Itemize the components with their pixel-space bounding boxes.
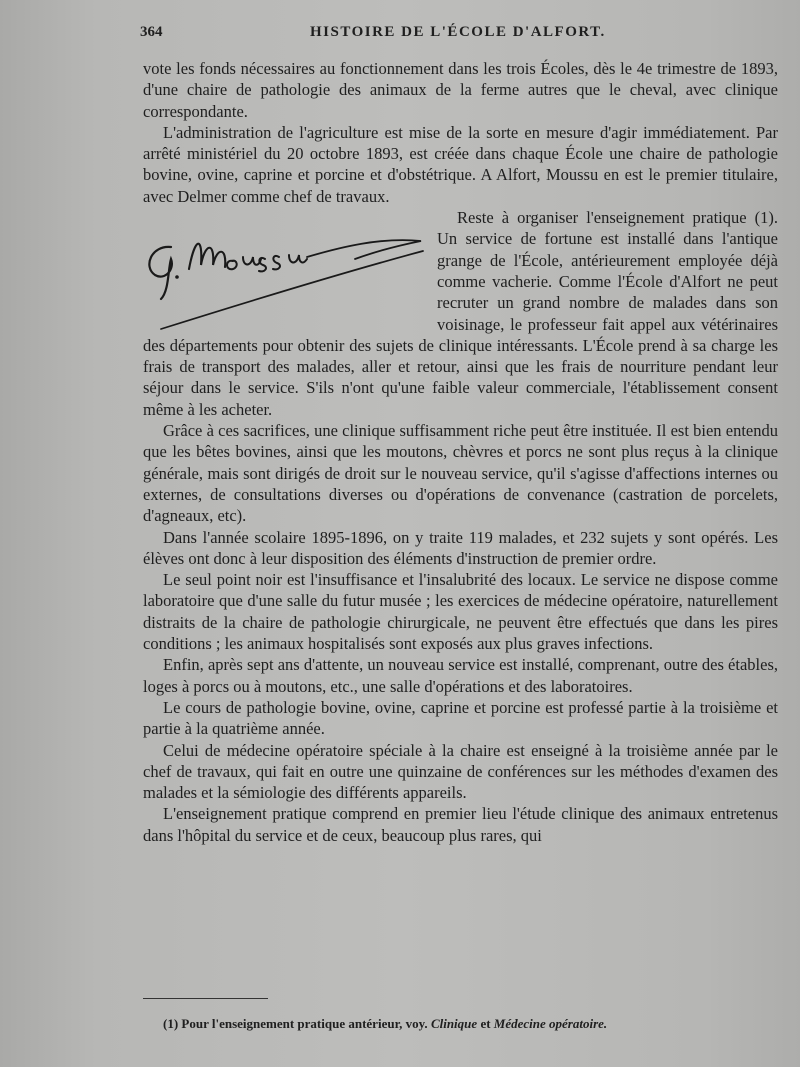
body-text (143, 58, 778, 846)
paragraph: Celui de médecine opératoire spéciale à la chaire est enseigné à la troisième année par le chef de travaux, qui fait en outre une quinzaine de conférences sur les méthodes d'examen des malades et la sémiologie des différents appareils. (143, 740, 778, 803)
footnote-conjunction: et (480, 1016, 491, 1031)
running-head (140, 20, 790, 46)
signature-figure (141, 207, 431, 333)
paragraph: Grâce à ces sacrifices, une clinique suffisamment riche peut être instituée. Il est bien entendu que les bêtes bovines, ainsi que les moutons, chèvres et porcs ne sont plus reçus à la clinique générale, mais sont dirigés de droit sur le nouveau service, qu'il s'agisse d'affections internes ou externes, de consultations diverses ou d'opérations de convenance (castration de porcelets, d'agneaux, etc). (143, 421, 778, 526)
paragraph: vote les fonds nécessaires au fonctionnement dans les trois Écoles, dès le 4e trimestre de 1893, d'une chaire de pathologie des animaux de la ferme autres que le cheval, avec clinique correspondante. (143, 59, 778, 121)
paragraph: Le cours de pathologie bovine, ovine, caprine et porcine est professé partie à la troisième et partie à la quatrième année. (143, 697, 778, 739)
paragraph: L'enseignement pratique comprend en premier lieu l'étude clinique des animaux entretenus dans l'hôpital du service et de ceux, beaucoup plus rares, qui (143, 804, 778, 845)
paragraph: Enfin, après sept ans d'attente, un nouveau service est installé, comprenant, outre des étables, loges à porcs ou à moutons, etc., une salle d'opérations et des laboratoires. (143, 655, 778, 696)
footnote-text: (1) Pour l'enseignement pratique antérieur, voy. (163, 1016, 428, 1031)
paragraph: Reste à organiser l'enseignement pratique (1). Un service de fortune est installé dans l'antique grange de l'École, antérieurement employée déjà comme vacherie. Comme l'École d'Alfort ne peut recruter un grand nombre de malades dans son voisinage, le professeur fait appel aux vétérinaires des départements pour obtenir des sujets de clinique intéressants. L'École prend à sa charge les frais de transport des malades, aller et retour, ainsi que les frais de nourriture pendant leur séjour dans le service. S'ils n'ont qu'une faible valeur commerciale, l'établissement consent même à les acheter. (143, 208, 778, 419)
footnote-rule (143, 998, 268, 999)
paragraph: Dans l'année scolaire 1895-1896, on y traite 119 malades, et 232 sujets y sont opérés. Les élèves ont donc à leur disposition des éléments d'instruction de premier ordre. (143, 527, 778, 568)
footnote-ref-medecine: Médecine opératoire. (493, 1016, 608, 1031)
signature-moussu (141, 207, 431, 333)
paragraph: L'administration de l'agriculture est mise de la sorte en mesure d'agir immédiatement. Par arrêté ministériel du 20 octobre 1893, est créée dans chaque École une chaire de pathologie bovine, ovine, caprine et porcine et d'obstétrique. A Alfort, Moussu en est le premier titulaire, avec Delmer comme chef de travaux. (143, 122, 778, 206)
footnote (163, 1016, 763, 1032)
running-title: HISTOIRE DE L'ÉCOLE D'ALFORT. (310, 24, 606, 40)
paragraph: Le seul point noir est l'insuffisance et l'insalubrité des locaux. Le service ne dispose comme laboratoire que d'une salle du futur musée ; les exercices de médecine opératoire, naturellement distraits de la chaire de pathologie chirurgicale, ne peuvent être effectués que dans les pires conditions ; les animaux hospitalisés sont exposés aux plus graves infections. (143, 570, 778, 654)
page-number: 364 (140, 24, 163, 40)
footnote-ref-clinique: Clinique (430, 1016, 478, 1031)
